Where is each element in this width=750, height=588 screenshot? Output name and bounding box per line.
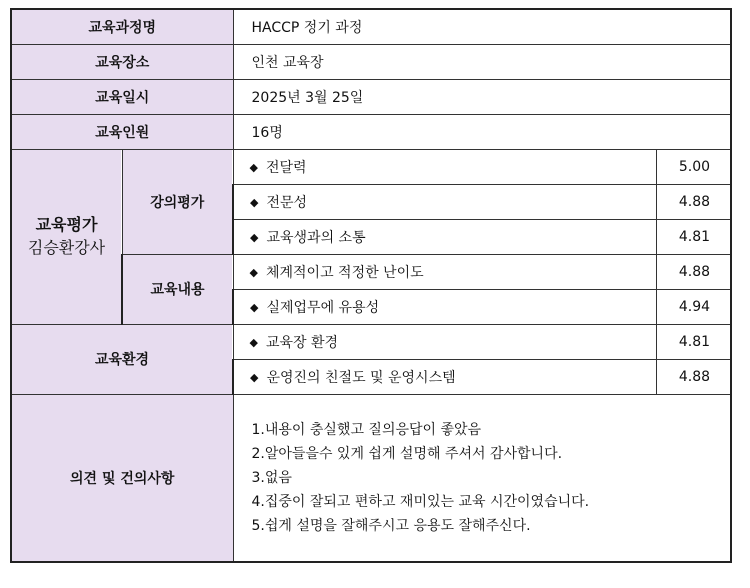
eval-item: [233, 184, 656, 219]
opinion-line: 1.내용이 충실했고 질의응답이 좋았음: [251, 421, 482, 438]
eval-item: [233, 359, 656, 394]
opinion-line: 3.없음: [251, 469, 292, 486]
eval-item-name: 전달력: [265, 159, 307, 176]
course-evaluation-table: [10, 8, 732, 563]
eval-item-score: 4.94: [656, 289, 731, 324]
eval-item: [233, 289, 656, 324]
eval-item-score: 5.00: [656, 149, 731, 184]
course-row: [11, 9, 731, 44]
eval-item-name: 실제업무에 유용성: [266, 299, 380, 316]
environment-label: 교육환경: [11, 324, 233, 394]
place-row: [11, 44, 731, 79]
opinions-list: [233, 394, 731, 562]
eval-item-name: 운영진의 친절도 및 운영시스템: [266, 369, 456, 386]
evaluation-header: [11, 149, 122, 324]
diamond-bullet-icon: ◆: [250, 370, 259, 384]
eval-item-score: 4.88: [656, 184, 731, 219]
eval-item-score: 4.88: [656, 359, 731, 394]
opinion-line: 2.알아들을수 있게 쉽게 설명해 주셔서 감사합니다.: [251, 445, 563, 462]
content-eval-label: 교육내용: [122, 254, 233, 324]
attendees-row: [11, 114, 731, 149]
opinions-label: 의견 및 건의사항: [11, 394, 233, 562]
date-label: 교육일시: [11, 79, 233, 114]
place-label: 교육장소: [11, 44, 233, 79]
eval-item: [233, 149, 656, 184]
opinions-row: [11, 394, 731, 562]
eval-item: [233, 219, 656, 254]
diamond-bullet-icon: ◆: [249, 265, 258, 279]
eval-item-name: 전문성: [266, 194, 308, 211]
instructor-name: 김승환강사: [27, 237, 106, 257]
diamond-bullet-icon: ◆: [250, 300, 259, 314]
place-value: 인천 교육장: [233, 44, 731, 79]
attendees-label: 교육인원: [11, 114, 233, 149]
date-row: [11, 79, 731, 114]
eval-item-name: 체계적이고 적정한 난이도: [265, 264, 424, 281]
diamond-bullet-icon: ◆: [249, 160, 258, 174]
diamond-bullet-icon: ◆: [250, 195, 259, 209]
table-row: [11, 324, 731, 359]
eval-item: [233, 324, 656, 359]
eval-item-score: 4.81: [656, 219, 731, 254]
course-value: HACCP 정기 과정: [233, 9, 731, 44]
attendees-value: 16명: [233, 114, 731, 149]
opinion-line: 5.쉽게 설명을 잘해주시고 응용도 잘해주신다.: [251, 517, 531, 534]
lecture-eval-label: 강의평가: [122, 149, 233, 254]
course-label: 교육과정명: [11, 9, 233, 44]
eval-item-score: 4.88: [656, 254, 731, 289]
date-value: 2025년 3월 25일: [233, 79, 731, 114]
evaluation-title: 교육평가: [35, 214, 98, 234]
diamond-bullet-icon: ◆: [249, 335, 258, 349]
table-row: [11, 149, 731, 184]
eval-item-name: 교육생과의 소통: [266, 229, 366, 246]
eval-item-name: 교육장 환경: [265, 334, 339, 351]
eval-item-score: 4.81: [656, 324, 731, 359]
opinion-line: 4.집중이 잘되고 편하고 재미있는 교육 시간이였습니다.: [251, 493, 590, 510]
diamond-bullet-icon: ◆: [250, 230, 259, 244]
eval-item: [233, 254, 656, 289]
